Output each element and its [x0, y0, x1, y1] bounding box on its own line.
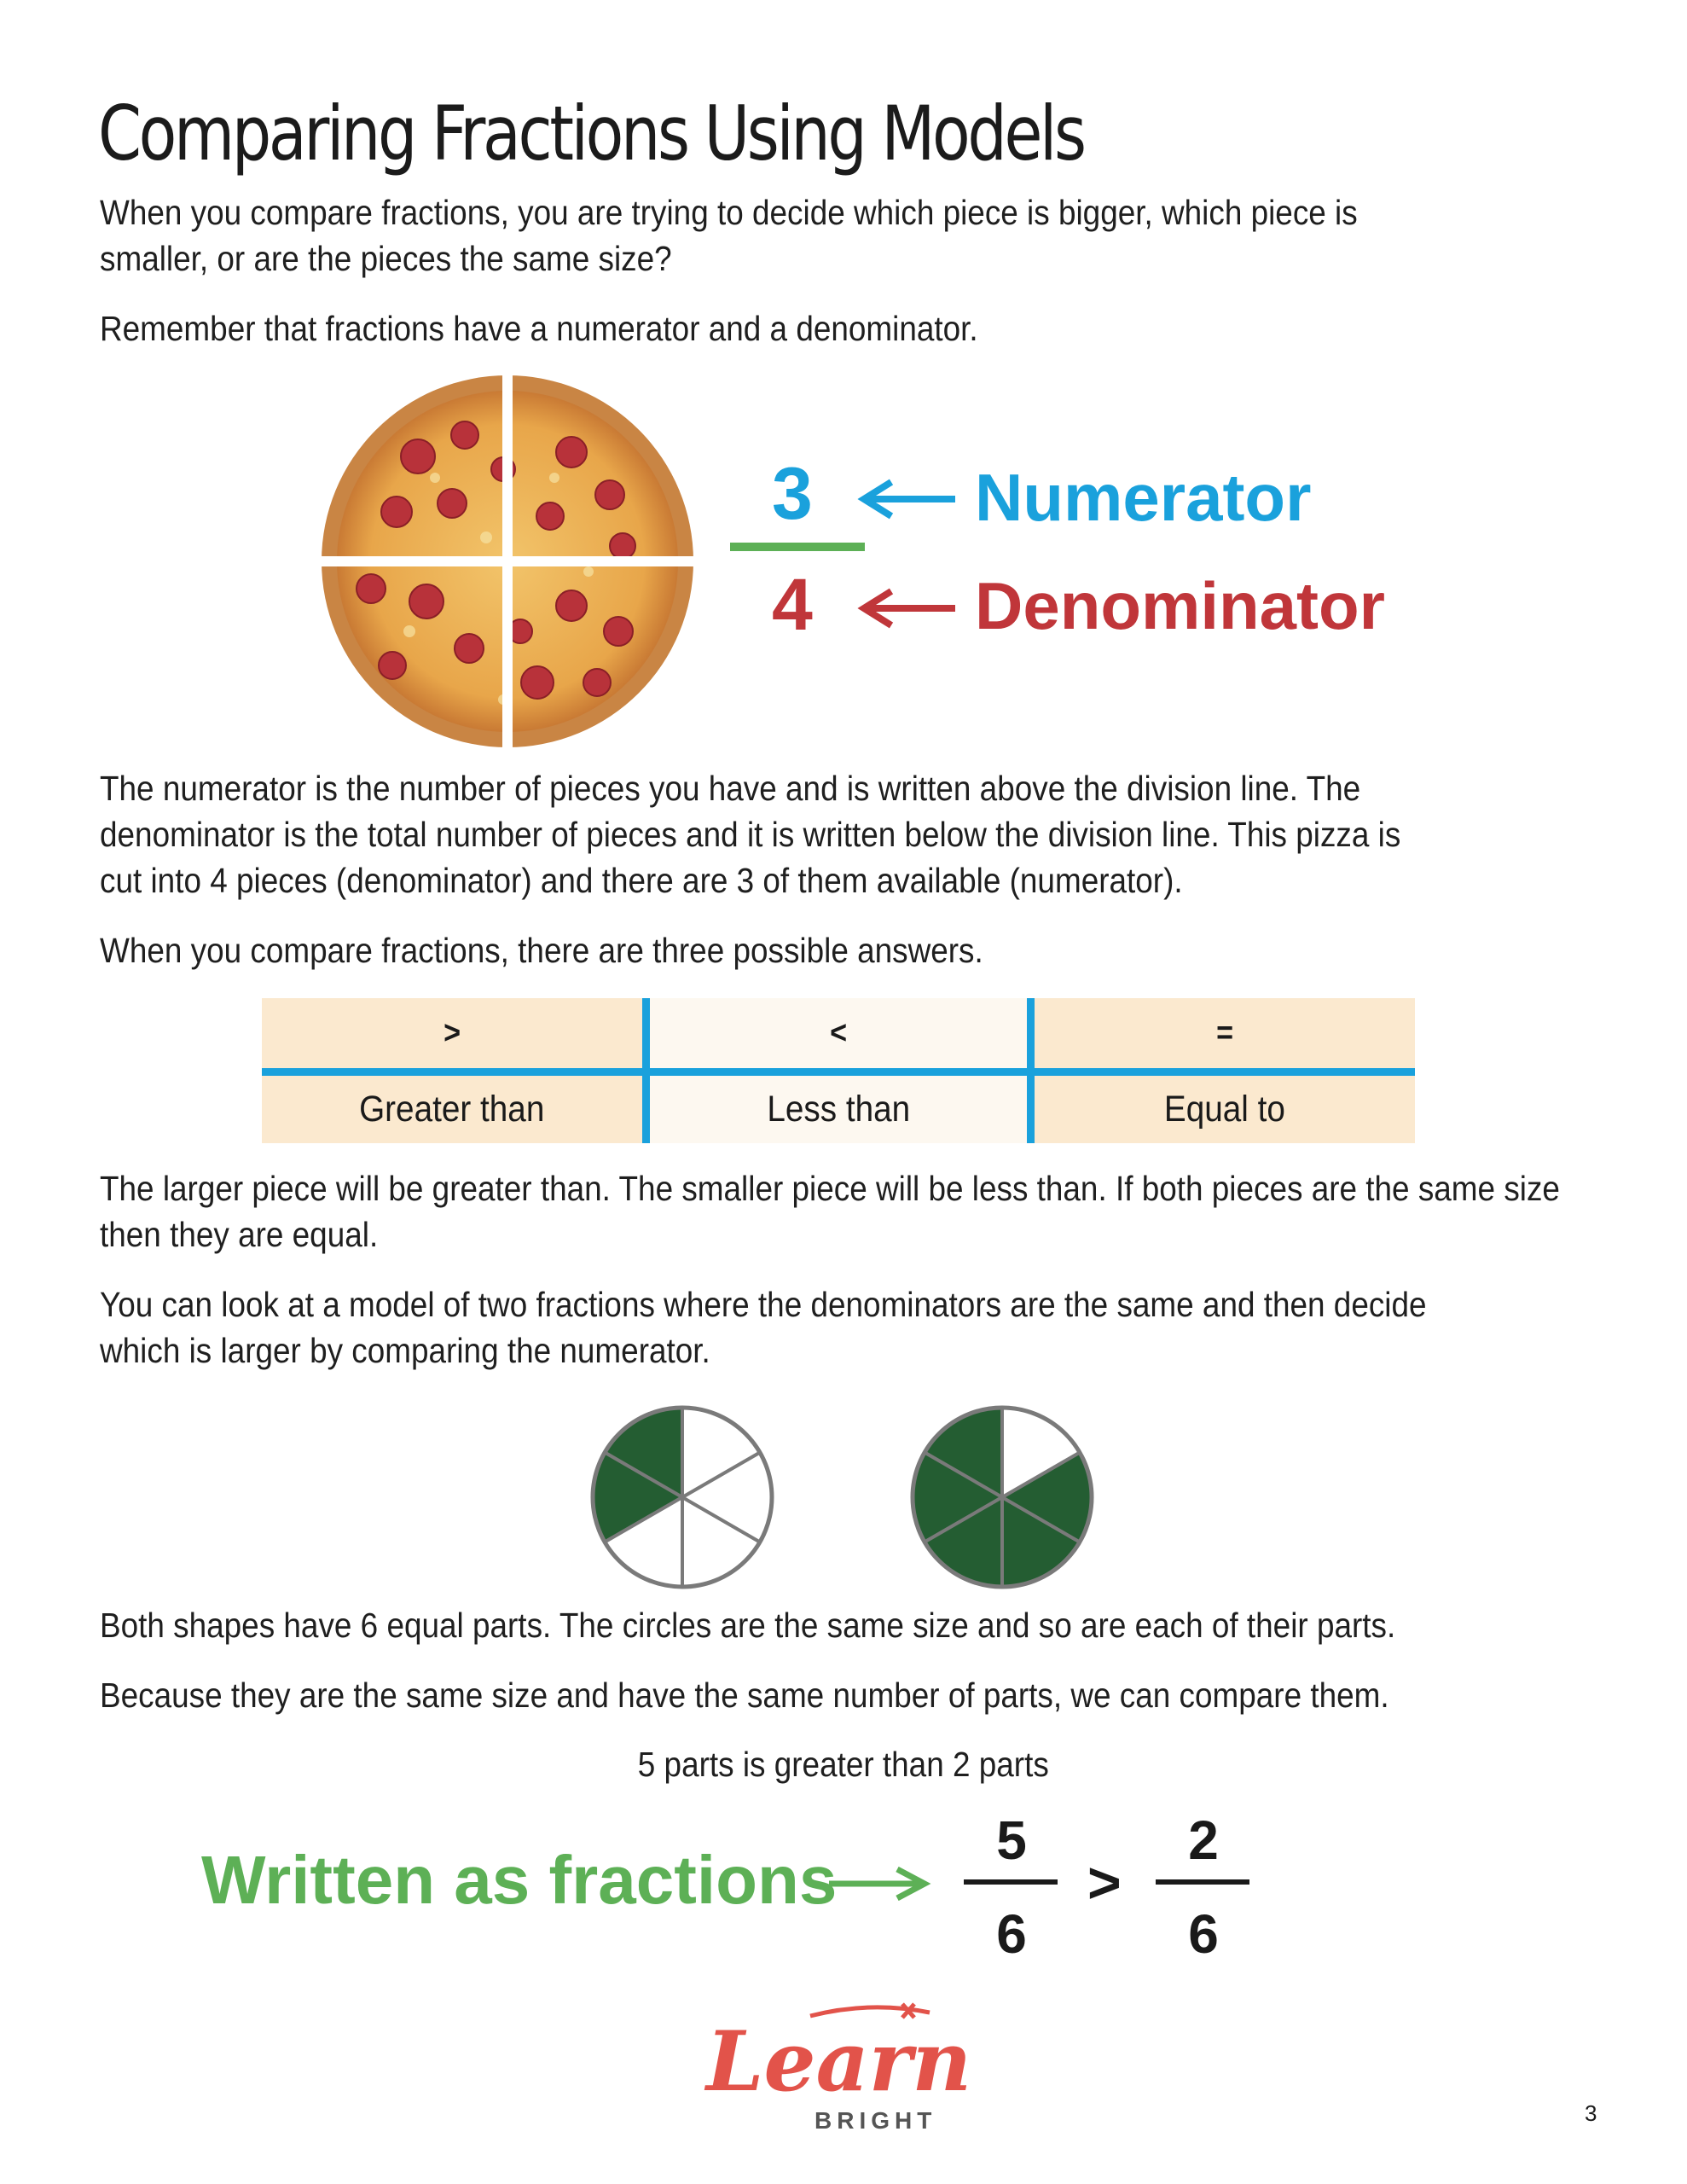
- intro-paragraph: When you compare fractions, you are trying to decide which piece is bigger, which piece is smaller, or are the pieces the same size?: [100, 193, 1358, 278]
- learn-bright-logo: [699, 2001, 972, 2137]
- equal-parts-paragraph: Both shapes have 6 equal parts. The circles are the same size and so are each of their parts.: [100, 1606, 1396, 1645]
- numerator-value: 3: [772, 453, 813, 535]
- right-numerator: 2: [1188, 1809, 1219, 1871]
- comparison-statement: 5 parts is greater than 2 parts: [637, 1745, 1050, 1784]
- circle-model-right: [904, 1399, 1100, 1595]
- arrow-right-icon: [829, 1867, 931, 1901]
- page-title: Comparing Fractions Using Models: [98, 90, 1084, 177]
- page-number: 3: [1585, 2100, 1597, 2126]
- denominator-label: Denominator: [975, 568, 1386, 643]
- arrow-left-icon: [857, 478, 959, 520]
- left-denominator: 6: [996, 1903, 1027, 1965]
- table-cell-greater-symbol: >: [262, 998, 646, 1072]
- three-answers-paragraph: When you compare fractions, there are three possible answers.: [100, 931, 983, 970]
- greater-less-paragraph: The larger piece will be greater than. The smaller piece will be less than. If both pieces are the same size then they are equal.: [100, 1169, 1560, 1254]
- model-paragraph: You can look at a model of two fractions where the denominators are the same and then decide which is larger by comparing the numerator.: [100, 1285, 1427, 1370]
- table-row: [262, 998, 1415, 1072]
- compare-paragraph: Because they are the same size and have the same number of parts, we can compare them.: [100, 1676, 1389, 1715]
- table-row: [262, 1072, 1415, 1144]
- fraction-bar: [1156, 1879, 1249, 1885]
- arrow-left-icon: [857, 587, 959, 630]
- logo-sub: BRIGHT: [815, 2107, 937, 2134]
- right-denominator: 6: [1188, 1903, 1219, 1965]
- table-cell-equal-word: Equal to: [1030, 1072, 1415, 1144]
- table-cell-less-symbol: <: [646, 998, 1031, 1072]
- division-line: [730, 543, 865, 551]
- denominator-value: 4: [772, 564, 813, 646]
- logo-word: Learn: [706, 2013, 972, 2110]
- numerator-explanation: The numerator is the number of pieces you have and is written above the division line. The denominator is the total number of pieces and it is written below the division line. This pizza is cut into 4 pieces (denominator) and there are 3 of them available (numerator).: [100, 769, 1401, 900]
- table-cell-less-word: Less than: [646, 1072, 1031, 1144]
- fraction-bar: [964, 1879, 1058, 1885]
- circle-model-left: [584, 1399, 780, 1595]
- comparison-table: [262, 998, 1415, 1143]
- left-numerator: 5: [996, 1809, 1027, 1871]
- written-as-fractions-label: Written as fractions: [201, 1842, 838, 1918]
- remember-paragraph: Remember that fractions have a numerator and a denominator.: [100, 309, 978, 348]
- numerator-label: Numerator: [975, 460, 1312, 535]
- circle-model-sectors: [593, 1408, 772, 1587]
- table-cell-greater-word: Greater than: [262, 1072, 646, 1144]
- table-cell-equal-symbol: =: [1030, 998, 1415, 1072]
- greater-than-operator: >: [1087, 1850, 1122, 1915]
- pizza-image: [316, 375, 699, 751]
- circle-model-sectors: [913, 1408, 1092, 1587]
